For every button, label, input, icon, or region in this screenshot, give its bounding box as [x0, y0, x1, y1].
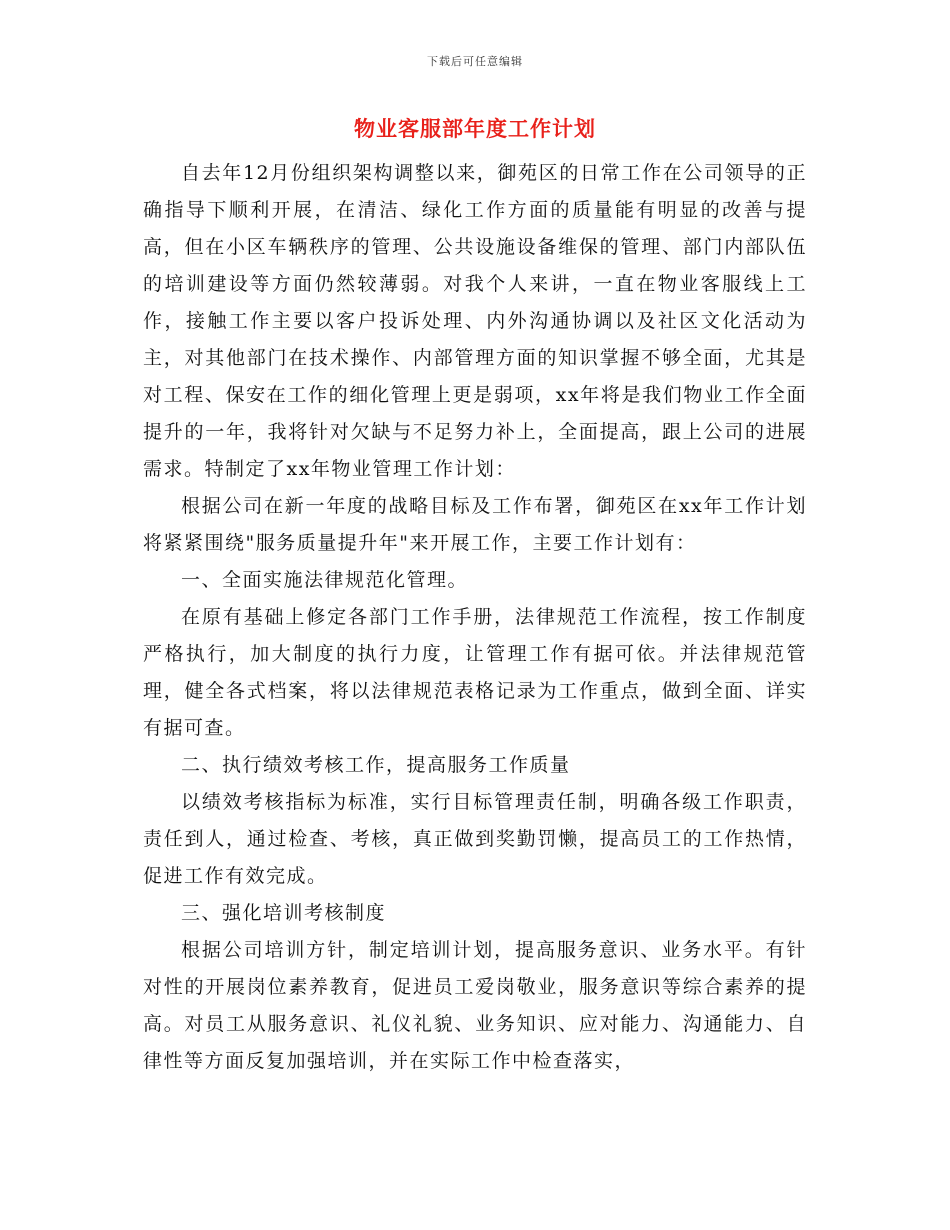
- paragraph-section-2: 以绩效考核指标为标准，实行目标管理责任制，明确各级工作职责，责任到人，通过检查、考核，真正做到奖勤罚懒，提高员工的工作热情，促进工作有效完成。: [143, 791, 807, 887]
- paragraph-plan-overview: 根据公司在新一年度的战略目标及工作布署，御苑区在xx年工作计划将紧紧围绕"服务质量提升年"来开展工作，主要工作计划有：: [143, 495, 807, 554]
- section-heading-3: 三、强化培训考核制度: [181, 902, 387, 924]
- paragraph-intro: 自去年12月份组织架构调整以来，御苑区的日常工作在公司领导的正确指导下顺利开展，在清洁、绿化工作方面的质量能有明显的改善与提高，但在小区车辆秩序的管理、公共设施设备维保的管理、部门内部队伍的培训建设等方面仍然较薄弱。对我个人来讲，一直在物业客服线上工作，接触工作主要以客户投诉处理、内外沟通协调以及社区文化活动为主，对其他部门在技术操作、内部管理方面的知识掌握不够全面，尤其是对工程、保安在工作的细化管理上更是弱项，xx年将是我们物业工作全面提升的一年，我将针对欠缺与不足努力补上，全面提高，跟上公司的进展需求。特制定了xx年物业管理工作计划：: [143, 162, 807, 480]
- document-title: 物业客服部年度工作计划: [354, 116, 596, 141]
- paragraph-section-1: 在原有基础上修定各部门工作手册，法律规范工作流程，按工作制度严格执行，加大制度的执行力度，让管理工作有据可依。并法律规范管理，健全各式档案，将以法律规范表格记录为工作重点，做到全面、详实有据可查。: [143, 606, 807, 739]
- section-heading-1: 一、全面实施法律规范化管理。: [181, 569, 469, 591]
- paragraph-section-3: 根据公司培训方针，制定培训计划，提高服务意识、业务水平。有针对性的开展岗位素养教育，促进员工爱岗敬业，服务意识等综合素养的提高。对员工从服务意识、礼仪礼貌、业务知识、应对能力、沟通能力、自律性等方面反复加强培训，并在实际工作中检查落实，: [143, 939, 807, 1072]
- document-body: [143, 155, 807, 1080]
- header-note: 下载后可任意编辑: [427, 55, 523, 68]
- section-heading-2: 二、执行绩效考核工作，提高服务工作质量: [181, 754, 571, 776]
